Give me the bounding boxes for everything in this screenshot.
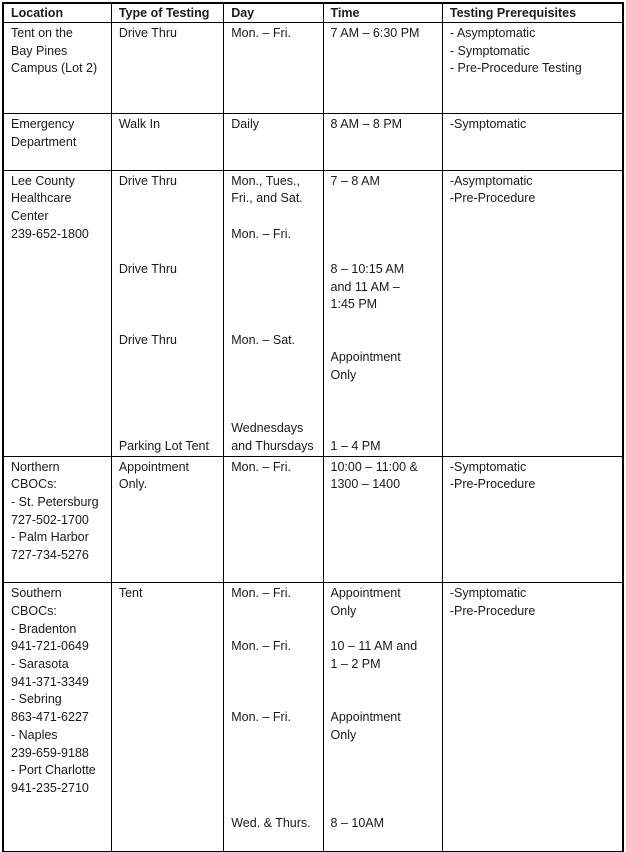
table-cell (224, 170, 323, 456)
cell-line: 8 – 10:15 AM (330, 261, 405, 276)
cell-line (11, 78, 107, 96)
header-cell-type-of-testing: Type of Testing (111, 3, 223, 23)
cell-line: Drive Thru (118, 26, 177, 40)
cell-line (231, 798, 318, 816)
cell-line (331, 745, 438, 763)
table-cell (111, 583, 223, 852)
cell-line (331, 420, 438, 438)
cell-line: Drive Thru (118, 261, 177, 276)
cell-line: - Palm Harbor (11, 530, 89, 545)
cell-line (119, 402, 219, 420)
header-cell-location: Location (3, 3, 111, 23)
cell-line: 727-734-5276 (11, 547, 89, 562)
cell-line (231, 762, 318, 780)
cell-line: Mon. – Fri. (231, 459, 291, 474)
cell-line: Campus (Lot 2) (11, 61, 98, 76)
cell-line: Bay Pines (11, 43, 68, 58)
cell-line (119, 367, 219, 385)
table-cell (3, 23, 111, 114)
table-cell (111, 23, 223, 114)
table-row (3, 583, 623, 852)
table-cell (224, 114, 323, 170)
cell-line: -Symptomatic (449, 117, 527, 132)
cell-line (231, 314, 318, 332)
cell-line (331, 762, 438, 780)
table-cell (323, 23, 442, 114)
cell-line: -Pre-Procedure (449, 604, 536, 618)
cell-line (331, 798, 438, 816)
table-cell (442, 583, 623, 852)
cell-line: Drive Thru (118, 332, 177, 347)
cell-line: - St. Petersburg (11, 494, 99, 509)
cell-line: Southern (11, 586, 62, 601)
cell-line: CBOCs: (11, 604, 57, 618)
cell-line: -Pre-Procedure (449, 477, 536, 492)
cell-line: 8 – 10AM (330, 816, 385, 831)
table-row (3, 114, 623, 170)
cell-line: Mon. – Sat. (231, 332, 296, 347)
cell-line (231, 656, 318, 674)
cell-line (331, 190, 438, 208)
cell-line: Tent on the (11, 26, 73, 40)
cell-line: Mon. – Fri. (231, 586, 291, 601)
cell-line (231, 727, 318, 745)
cell-line: 863-471-6227 (11, 710, 89, 725)
cell-line (231, 674, 318, 692)
covid-testing-schedule-table (2, 2, 624, 852)
cell-line (231, 780, 318, 798)
cell-line: 239-659-9188 (11, 745, 89, 760)
cell-line (119, 349, 219, 367)
table-cell (111, 456, 223, 583)
cell-line (119, 420, 219, 438)
cell-line: -Pre-Procedure (449, 191, 536, 206)
cell-line: 941-235-2710 (11, 780, 89, 795)
cell-line (231, 745, 318, 763)
cell-line: Mon. – Fri. (231, 26, 291, 40)
table-cell (442, 114, 623, 170)
cell-line: Daily (231, 117, 259, 132)
cell-line: - Sebring (11, 692, 62, 707)
cell-line (331, 332, 438, 350)
cell-line (231, 243, 318, 261)
cell-line: Mon. – Fri. (231, 226, 291, 241)
cell-line: Parking Lot Tent (118, 438, 209, 453)
cell-line (331, 780, 438, 798)
table-cell (224, 23, 323, 114)
table-cell (3, 583, 111, 852)
cell-line (231, 402, 318, 420)
cell-line: 727-502-1700 (11, 512, 89, 527)
table-cell (442, 456, 623, 583)
cell-line: - Pre-Procedure Testing (449, 61, 582, 76)
cell-line: 239-652-1800 (11, 226, 89, 241)
table-cell (323, 583, 442, 852)
cell-line (331, 674, 438, 692)
cell-line: Center (11, 208, 49, 223)
cell-line: -Asymptomatic (449, 173, 533, 188)
cell-line (119, 243, 219, 261)
cell-line (119, 208, 219, 226)
cell-line (119, 226, 219, 244)
cell-line: 941-721-0649 (11, 639, 89, 654)
cell-line (231, 261, 318, 279)
table-cell (323, 170, 442, 456)
cell-line: Mon. – Fri. (231, 710, 291, 725)
cell-line (331, 691, 438, 709)
cell-line (331, 208, 438, 226)
cell-line: 1300 – 1400 (330, 477, 401, 492)
cell-line: - Bradenton (11, 621, 77, 636)
cell-line: - Asymptomatic (449, 26, 536, 40)
cell-line (331, 621, 438, 639)
cell-line (231, 621, 318, 639)
cell-line (119, 190, 219, 208)
header-row (3, 3, 623, 23)
cell-line (119, 385, 219, 403)
cell-line: Only (330, 368, 357, 383)
cell-line: and 11 AM – (330, 279, 400, 294)
cell-line (119, 279, 219, 297)
cell-line (11, 96, 107, 114)
cell-line: Healthcare (11, 191, 72, 206)
cell-line (231, 279, 318, 297)
cell-line: Wed. & Thurs. (231, 816, 311, 831)
header-cell-testing-prerequisites: Testing Prerequisites (442, 3, 623, 23)
cell-line: Walk In (118, 117, 161, 132)
cell-line: 7 AM – 6:30 PM (330, 26, 420, 40)
table-cell (3, 170, 111, 456)
cell-line: Only (330, 727, 357, 742)
cell-line: -Symptomatic (449, 459, 527, 474)
cell-line: Appointment (118, 459, 190, 474)
table-cell (224, 583, 323, 852)
cell-line: Appointment (330, 710, 401, 725)
cell-line: Only. (118, 477, 148, 492)
cell-line: CBOCs: (11, 477, 57, 492)
cell-line: 7 – 8 AM (330, 173, 380, 188)
cell-line: - Naples (11, 727, 58, 742)
cell-line: Drive Thru (118, 173, 177, 188)
cell-line: Northern (11, 459, 60, 474)
cell-line: 1 – 4 PM (330, 438, 381, 453)
cell-line: - Port Charlotte (11, 763, 96, 778)
header-cell-time: Time (323, 3, 442, 23)
cell-line: Appointment (330, 586, 401, 601)
cell-line (231, 385, 318, 403)
cell-line (231, 367, 318, 385)
cell-line: Fri., and Sat. (231, 191, 303, 206)
table-cell (224, 456, 323, 583)
cell-line: 1:45 PM (330, 297, 378, 312)
table-cell (111, 114, 223, 170)
cell-line: Tent (118, 586, 143, 601)
cell-line (331, 385, 438, 403)
table-row (3, 170, 623, 456)
cell-line (231, 208, 318, 226)
cell-line: Wednesdays (231, 421, 304, 436)
table-cell (323, 456, 442, 583)
cell-line: Only (330, 604, 357, 618)
cell-line: Lee County (11, 173, 75, 188)
cell-line: 1 – 2 PM (330, 657, 381, 672)
cell-line (331, 314, 438, 332)
cell-line (231, 296, 318, 314)
cell-line (231, 833, 318, 851)
table-cell (442, 23, 623, 114)
header-cell-day: Day (224, 3, 323, 23)
cell-line: Emergency (11, 117, 75, 132)
cell-line: Department (11, 135, 77, 150)
cell-line (231, 349, 318, 367)
table-body (3, 23, 623, 852)
table-cell (3, 456, 111, 583)
cell-line: Appointment (330, 350, 401, 365)
cell-line (331, 402, 438, 420)
cell-line: 941-371-3349 (11, 674, 89, 689)
table-row (3, 456, 623, 583)
cell-line (231, 691, 318, 709)
cell-line: -Symptomatic (449, 586, 527, 601)
cell-line: 10:00 – 11:00 & (330, 459, 418, 474)
cell-line: Mon. – Fri. (231, 639, 291, 654)
cell-line (331, 243, 438, 261)
cell-line: 10 – 11 AM and (330, 639, 418, 654)
cell-line (331, 226, 438, 244)
cell-line (119, 314, 219, 332)
table-cell (442, 170, 623, 456)
table-cell (3, 114, 111, 170)
table-cell (111, 170, 223, 456)
cell-line: and Thursdays (231, 438, 314, 453)
cell-line: - Sarasota (11, 657, 69, 672)
cell-line (11, 152, 107, 170)
cell-line: Mon., Tues., (231, 173, 300, 188)
cell-line (231, 603, 318, 621)
table-cell (323, 114, 442, 170)
cell-line: - Symptomatic (449, 43, 530, 58)
cell-line (11, 565, 107, 583)
cell-line: 8 AM – 8 PM (330, 117, 403, 132)
cell-line (119, 296, 219, 314)
table-row (3, 23, 623, 114)
